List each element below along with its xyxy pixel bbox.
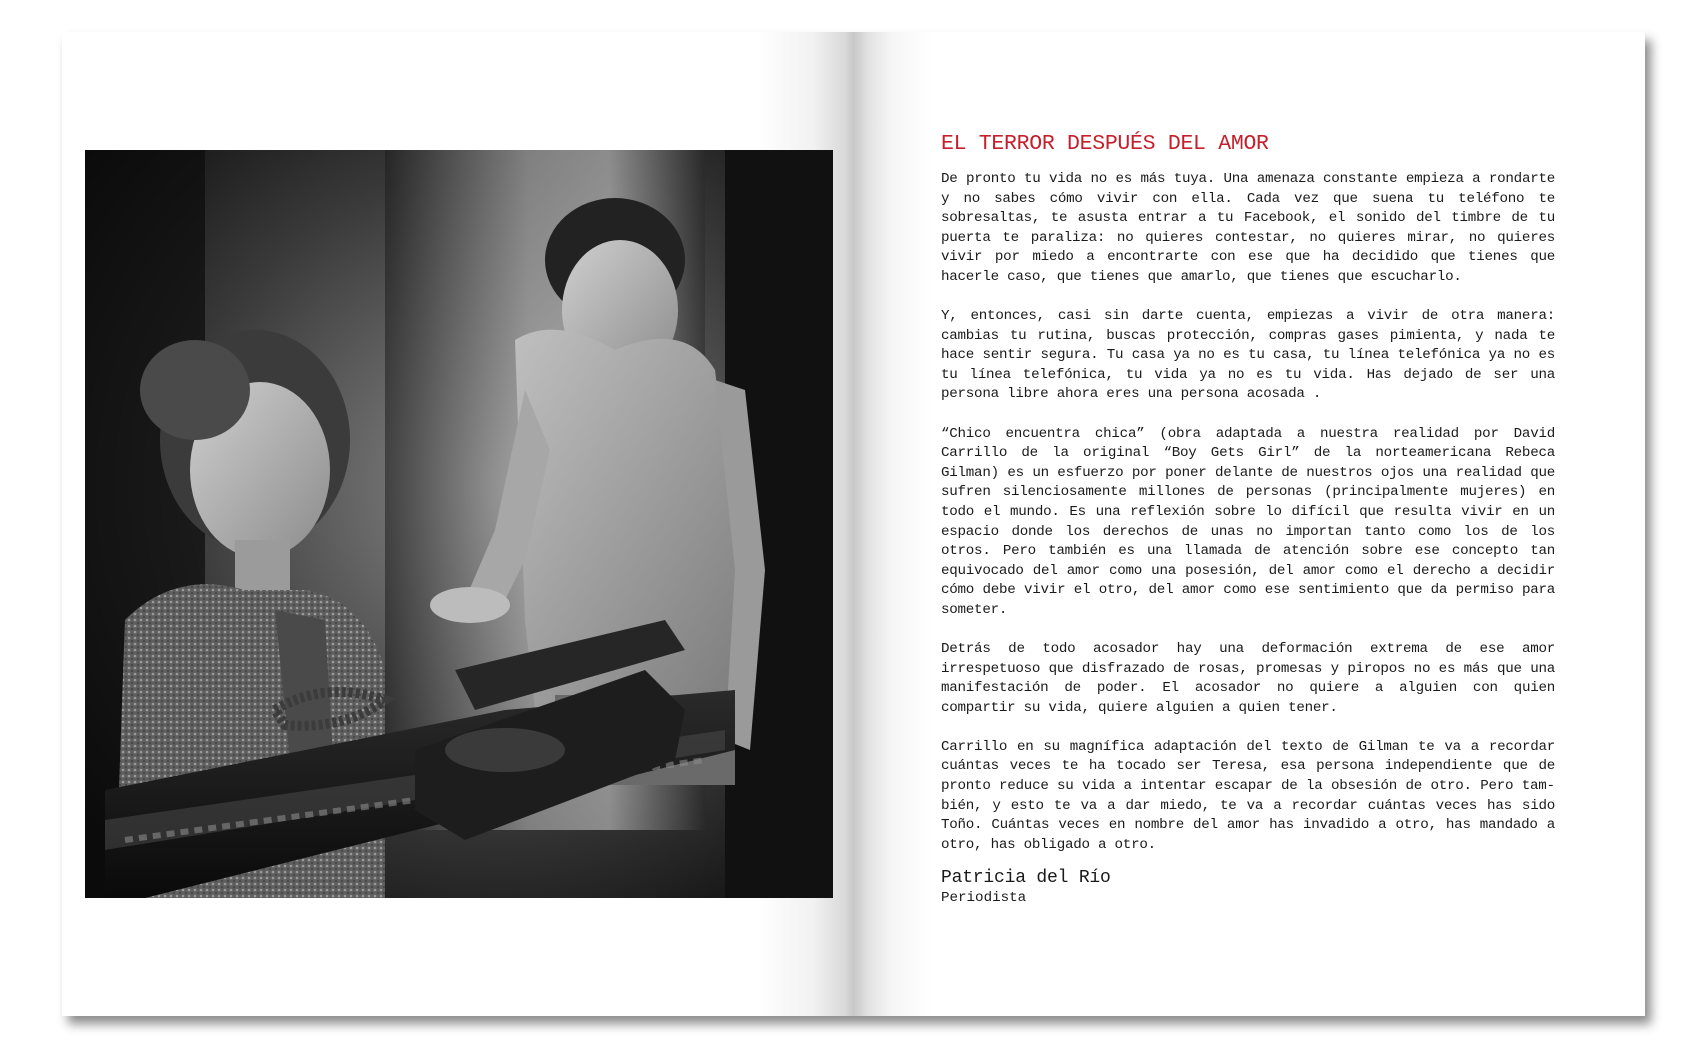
author-name: Patricia del Río bbox=[941, 868, 1111, 889]
article-paragraph: Detrás de todo acosador hay una deformación extrema de ese amor irrespetuoso que disfrazado de rosas, promesas y piropos no es más que una manifestación de poder. El acosador no quiere a alguien con quien compartir su vida, quiere alguien a quien tener. bbox=[941, 640, 1555, 716]
right-page bbox=[853, 32, 1645, 1016]
magazine-spread bbox=[62, 32, 1645, 1016]
left-page bbox=[62, 32, 853, 1016]
article-paragraph: Y, entonces, casi sin darte cuenta, empiezas a vivir de otra manera: cambias tu rutina, buscas protección, compras gases pimienta, y nada te hace sentir segura. Tu casa ya no es tu casa, tu línea telefónica ya no es tu línea telefónica, tu vida ya no es tu vida. Has dejado de ser una persona libre ahora eres una persona acosada . bbox=[941, 308, 1555, 403]
article-paragraph: De pronto tu vida no es más tuya. Una amenaza constante empieza a rondarte y no sabes cómo vivir con ella. Cada vez que suena tu teléfono te sobresaltas, te asusta entrar a tu Facebook, el sonido del timbre de tu puerta te paraliza: no quieres contestar, no quieres mirar, no quieres vivir por miedo a encontrarte con ese que ha decidido que tienes que hacerle caso, que tienes que amarlo, que tienes que escucharlo. bbox=[941, 171, 1555, 285]
stage-photo bbox=[85, 150, 833, 898]
article-paragraph: “Chico encuentra chica” (obra adaptada a nuestra realidad por David Carrillo de la original “Boy Gets Girl” de la norteamericana Rebeca Gilman) es un esfuerzo por poner delante de nuestros ojos una realidad que sufren silenciosamente millones de personas (principalmente mujeres) en todo el mundo. Es una reflexión sobre lo difícil que resulta vivir en un espacio donde los derechos de unas no importan tanto como los de los otros. Pero también es una llamada de atención sobre ese concepto tan equivocado del amor como una posesión, del amor como el derecho a decidir cómo debe vivir el otro, del amor como ese sentimiento que da permiso para someter. bbox=[941, 425, 1555, 618]
article bbox=[941, 132, 1555, 908]
article-title: EL TERROR DESPUÉS DEL AMOR bbox=[941, 132, 1269, 156]
article-paragraph: Carrillo en su magnífica adaptación del texto de Gilman te va a recordar cuántas veces te ha tocado ser Teresa, esa persona independiente que de pronto reduce su vida a intentar escapar de la obsesión de otro. Pero también, y esto te va a dar miedo, te va a recordar cuántas veces has sido Toño. Cuántas veces en nombre del amor has invadido a otro, has mandado a otro, has obligado a otro. bbox=[941, 738, 1555, 853]
author-role: Periodista bbox=[941, 890, 1027, 907]
